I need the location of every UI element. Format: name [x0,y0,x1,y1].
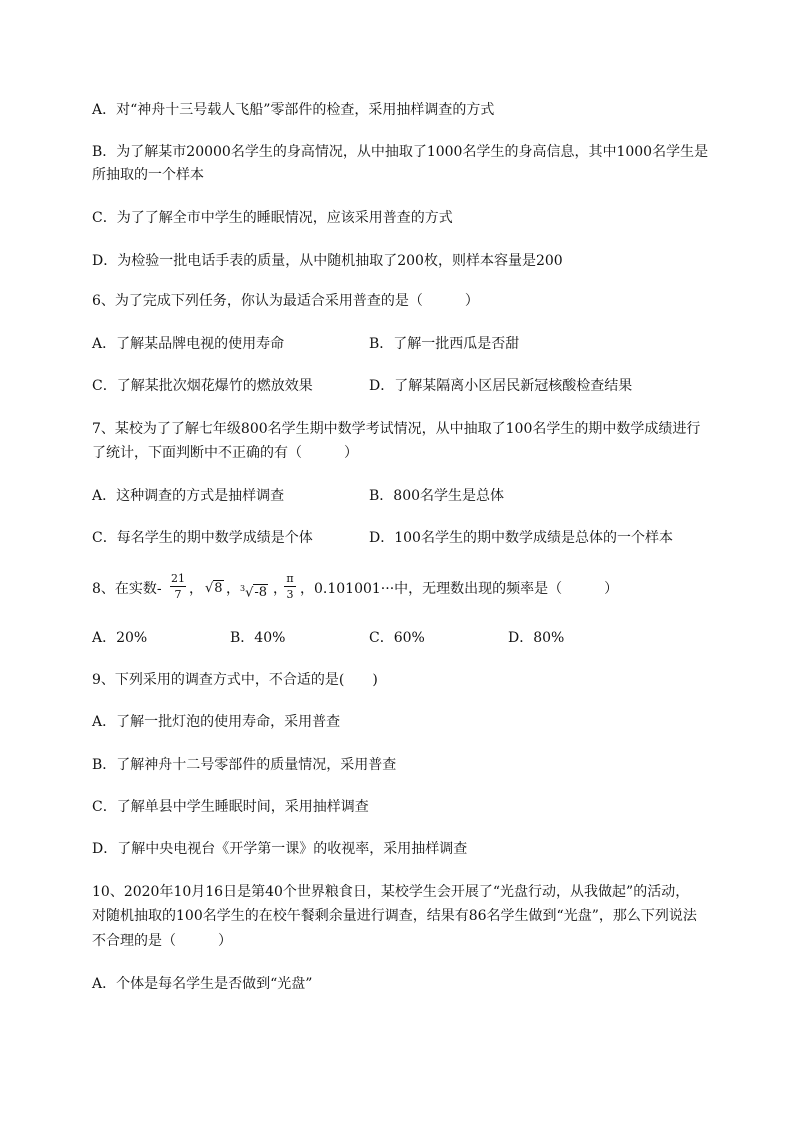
q9-option-c: C．了解单县中学生睡眠时间，采用抽样调查 [92,799,369,815]
q6-stem: 6、为了完成下列任务，你认为最适合采用普查的是（ ） [92,293,479,309]
q7-option-a: A．这种调查的方式是抽样调查 [92,488,285,504]
q8-fraction2-numerator: π [286,572,294,585]
q8-cbrt-index: 3 [240,584,246,593]
q8-square-root [205,579,224,599]
q8-stem-suffix: ，0.101001···中，无理数出现的频率是（ ） [300,581,619,597]
q8-fraction2-bar [284,586,296,587]
q8-separator-2: ， [226,581,240,597]
q7-option-d: D．100名学生的期中数学成绩是总体的一个样本 [369,530,673,546]
q8-fraction1-denominator: 7 [174,588,182,601]
q8-option-c: C．60% [369,630,425,646]
q7-option-c: C．每名学生的期中数学成绩是个体 [92,530,313,546]
q8-stem-prefix: 8、在实数- [92,581,162,597]
q8-option-a: A．20% [92,630,148,646]
q9-option-b: B．了解神舟十二号零部件的质量情况，采用普查 [92,757,397,773]
q8-fraction2-denominator: 3 [286,588,294,601]
q10-option-a: A．个体是每名学生是否做到“光盘” [92,976,313,992]
q8-option-b: B．40% [230,630,286,646]
q9-option-a: A．了解一批灯泡的使用寿命，采用普查 [92,714,341,730]
q8-option-d: D．80% [508,630,565,646]
q8-fraction1-bar [170,586,186,587]
q8-separator-1: ， [189,581,203,597]
q8-fraction1-numerator: 21 [171,572,185,585]
q10-stem-line3: 不合理的是（ ） [92,933,232,949]
q8-fraction-21-over-7 [170,572,186,601]
q8-fraction-pi-over-3 [284,572,296,601]
radical-sign-icon: √ [205,581,214,596]
q10-stem-line1: 10、2020年10月16日是第40个世界粮食日，某校学生会开展了“光盘行动，从我做起”的活动， [92,884,690,900]
q9-option-d: D．了解中央电视台《开学第一课》的收视率，采用抽样调查 [92,841,468,857]
radical-sign-icon: √ [245,585,254,601]
q6-option-c: C．了解某批次烟花爆竹的燃放效果 [92,378,313,394]
q8-sqrt-radicand: 8 [214,581,223,596]
q8-cbrt-radicand: -8 [254,585,268,601]
q6-option-a: A．了解某品牌电视的使用寿命 [92,336,285,352]
q10-stem-line2: 对随机抽取的100名学生的在校午餐剩余量进行调查，结果有86名学生做到“光盘”，那么下列说法 [92,908,697,924]
q5-option-b-line2: 所抽取的一个样本 [92,167,204,183]
q5-option-b-line1: B．为了解某市20000名学生的身高情况，从中抽取了1000名学生的身高信息，其中1000名学生是 [92,144,709,160]
q5-option-c: C．为了了解全市中学生的睡眠情况，应该采用普查的方式 [92,210,453,226]
q7-stem-line1: 7、某校为了了解七年级800名学生期中数学考试情况，从中抽取了100名学生的期中数学成绩进行 [92,421,701,437]
q6-option-b: B．了解一批西瓜是否甜 [369,336,520,352]
q9-stem: 9、下列采用的调查方式中，不合适的是( ) [92,672,378,688]
q5-option-a: A．对“神舟十三号载人飞船”零部件的检查，采用抽样调查的方式 [92,102,495,118]
q7-option-b: B．800名学生是总体 [369,488,505,504]
q8-cube-root [240,579,268,603]
q8-separator-3: ， [273,581,287,597]
q7-stem-line2: 了统计，下面判断中不正确的有（ ） [92,445,358,461]
q6-option-d: D．了解某隔离小区居民新冠核酸检查结果 [369,378,633,394]
q5-option-d: D．为检验一批电话手表的质量，从中随机抽取了200枚，则样本容量是200 [92,253,563,269]
